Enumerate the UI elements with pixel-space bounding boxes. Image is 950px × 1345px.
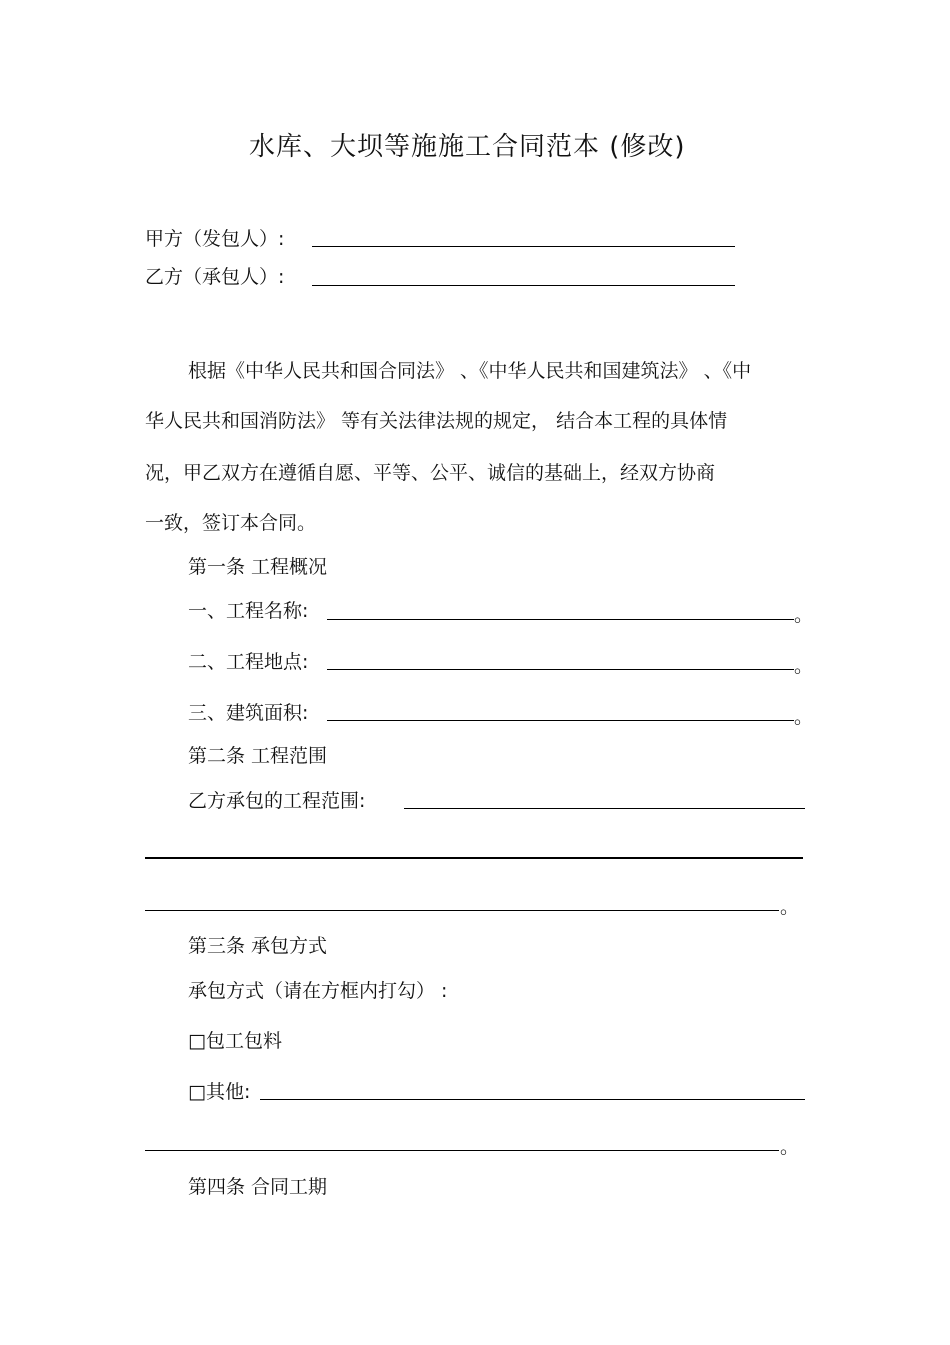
- project-name-label: 一、工程名称:: [188, 600, 309, 622]
- party-a-label: 甲方（发包人）:: [145, 228, 285, 250]
- building-area-label: 三、建筑面积:: [188, 702, 309, 724]
- party-b-label: 乙方（承包人）:: [145, 266, 285, 288]
- scope-blank-3[interactable]: [145, 910, 779, 911]
- period-mark: 。: [794, 655, 814, 677]
- option-other[interactable]: □其他:: [188, 1081, 251, 1103]
- preamble-line-1: 根据《中华人民共和国合同法》 、《中华人民共和国建筑法》 、《中: [188, 360, 752, 382]
- period-mark: 。: [794, 706, 814, 728]
- option-labor-and-materials[interactable]: □包工包料: [188, 1030, 282, 1052]
- project-name-blank[interactable]: [327, 619, 794, 620]
- period-mark: 。: [780, 1136, 800, 1158]
- other-blank-1[interactable]: [260, 1099, 805, 1100]
- scope-blank-2[interactable]: [145, 857, 803, 859]
- contract-method-instruction: 承包方式（请在方框内打勾） :: [188, 980, 448, 1002]
- project-location-label: 二、工程地点:: [188, 651, 309, 673]
- other-blank-2[interactable]: [145, 1150, 779, 1151]
- article-3-heading: 第三条 承包方式: [188, 935, 328, 957]
- party-b-blank[interactable]: [312, 285, 735, 286]
- party-a-blank[interactable]: [312, 246, 735, 247]
- period-mark: 。: [780, 896, 800, 918]
- preamble-line-4: 一致，签订本合同。: [145, 512, 317, 534]
- scope-label: 乙方承包的工程范围:: [188, 790, 366, 812]
- scope-blank-1[interactable]: [404, 808, 805, 809]
- article-1-heading: 第一条 工程概况: [188, 556, 328, 578]
- project-location-blank[interactable]: [327, 669, 794, 670]
- article-4-heading: 第四条 合同工期: [188, 1176, 328, 1198]
- period-mark: 。: [794, 604, 814, 626]
- article-2-heading: 第二条 工程范围: [188, 745, 328, 767]
- preamble-line-2: 华人民共和国消防法》 等有关法律法规的规定， 结合本工程的具体情: [145, 410, 728, 432]
- building-area-blank[interactable]: [327, 720, 794, 721]
- preamble-line-3: 况，甲乙双方在遵循自愿、平等、公平、诚信的基础上，经双方协商: [145, 462, 716, 484]
- document-title: 水库、大坝等施施工合同范本 (修改): [249, 132, 686, 162]
